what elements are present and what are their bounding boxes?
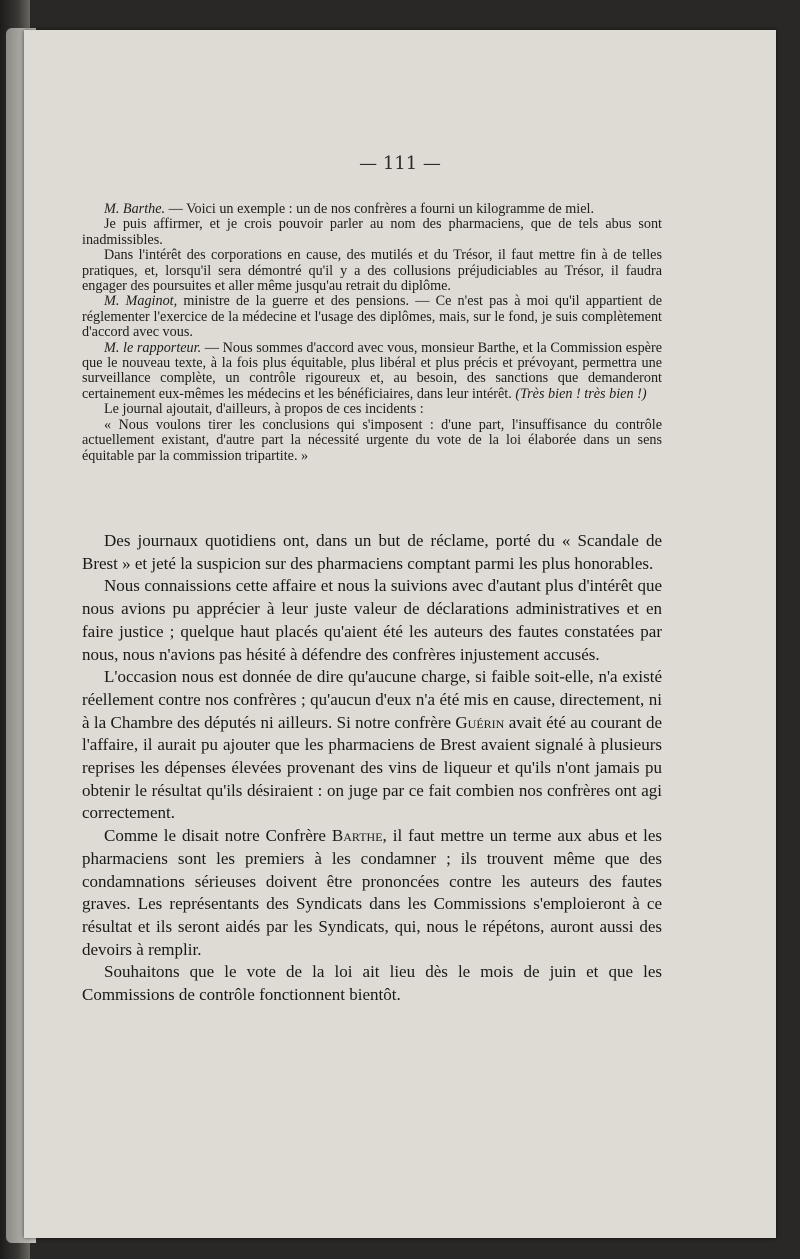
quote-text: — Nous sommes d'accord avec vous, monsieur Barthe, et la Commission espère que le nouveau texte, à la fois plus équitable, plus libéral et plus précis et prévoyant, permettra une surveillance complète, un contrôle rigoureux et, au besoin, des sanctions que demanderont certainement eux-mêmes les médecins et les bénéficiaires, dans leur intérêt.	[82, 339, 662, 402]
page-number: — 111 —	[359, 153, 441, 174]
person-name: Barthe	[331, 826, 383, 846]
quote-text: ministre de la guerre et des pensions. — Ce n'est pas à moi qu'il appartient de réglementer l'exercice de la médecine et l'usage des diplômes, mais, sur le fond, je suis complètement d'accord avec vous.	[82, 293, 662, 341]
speaker-name: M. Maginot,	[104, 293, 178, 310]
quote-paragraph	[82, 418, 662, 464]
quote-text: Dans l'intérêt des corporations en cause, des mutilés et du Trésor, il faut mettre fin à de telles pratiques, et, lorsqu'il sera démontré qu'il y a des collusions préjudiciables au Trésor, il faudra engager des poursuites et aller même jusqu'au retrait du diplôme.	[82, 247, 662, 295]
body-paragraph: Nous connaissions cette affaire et nous la suivions avec d'autant plus d'intérêt que nous avions pu apprécier à leur juste valeur de déclarations administratives et en faire justice ; quelque haut placés qu'aient été les auteurs des fautes constatées par nous, nous n'avions pas hésité à défendre des confrères injustement accusés.	[82, 576, 662, 664]
body-paragraph: Souhaitons que le vote de la loi ait lieu dès le mois de juin et que les Commissions de contrôle fonctionnent bientôt.	[82, 962, 662, 1005]
body-text: Comme le disait notre Confrère	[104, 826, 332, 846]
quote-text: — Voici un exemple : un de nos confrères a fourni un kilogramme de miel.	[165, 201, 595, 217]
quote-paragraph	[82, 294, 662, 340]
body-text: , il faut mettre un terme aux abus et les pharmaciens sont les premiers à les condamner ; ils trouvent même que des condamnations sérieuses doivent être prononcées contre les auteurs des fautes graves. Les représentants des Syndicats dans les Commissions s'emploieront à ce résultat et ils seront aidés par les Syndicats, qui, nous le répétons, auront aussi des devoirs à remplir.	[82, 826, 662, 959]
quote-text: « Nous voulons tirer les conclusions qui s'imposent : d'une part, l'insuffisance du contrôle actuellement existant, d'autre part la nécessité urgente du vote de la loi élaborée dans un sens équitable par la commission tripartite. »	[82, 416, 662, 464]
body-paragraph	[82, 666, 662, 825]
quote-paragraph	[82, 402, 662, 417]
body-text: avait été au courant de l'affaire, il aurait pu ajouter que les pharmaciens de Brest avaient signalé à plusieurs reprises les dépenses élevées provenant des vins de liqueur et qu'ils n'ont jamais pu obtenir le résultat qu'ils désiraient : on juge par ce fait combien nos confrères ont agi correctement.	[82, 712, 662, 823]
document-page	[24, 30, 776, 1238]
quote-paragraph	[82, 248, 662, 294]
main-body	[82, 530, 662, 1007]
speaker-name: M. le rapporteur.	[104, 339, 202, 356]
quote-paragraph	[82, 202, 662, 217]
quote-text: Le journal ajoutait, d'ailleurs, à propos de ces incidents :	[104, 401, 424, 418]
body-paragraph	[82, 825, 662, 961]
quote-text: Je puis affirmer, et je crois pouvoir parler au nom des pharmaciens, que de tels abus sont inadmissibles.	[82, 216, 662, 248]
quote-paragraph	[82, 341, 662, 403]
body-text: L'occasion nous est donnée de dire qu'aucune charge, si faible soit-elle, n'a existé réellement contre nos confrères ; qu'aucun d'eux n'a été mis en cause, directement, ni à la Chambre des députés ni ailleurs. Si notre confrère	[82, 667, 662, 732]
quoted-debate	[82, 202, 662, 464]
applause-note: (Très bien ! très bien !)	[515, 385, 647, 402]
speaker-name: M. Barthe.	[104, 201, 166, 217]
quote-paragraph	[82, 217, 662, 248]
body-paragraph: Des journaux quotidiens ont, dans un but de réclame, porté du « Scandale de Brest » et jeté la suspicion sur des pharmaciens comptant parmi les plus honorables.	[82, 531, 662, 573]
person-name: Guérin	[455, 712, 505, 732]
